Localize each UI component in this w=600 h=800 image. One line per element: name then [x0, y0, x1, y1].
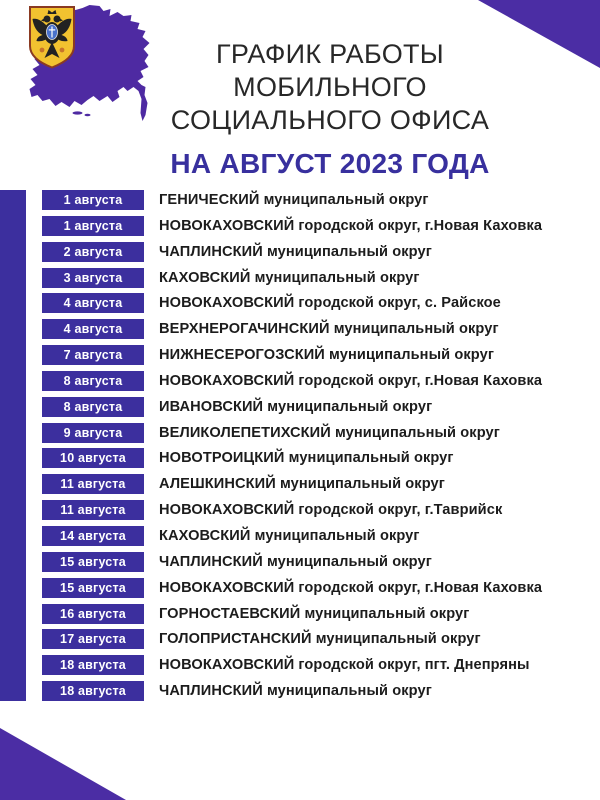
page-title-line-3: СОЦИАЛЬНОГО ОФИСА: [170, 105, 490, 135]
location-label: НИЖНЕСЕРОГОЗСКИЙ муниципальный округ: [159, 347, 495, 364]
date-badge: 11 августа: [42, 500, 144, 520]
date-badge: 8 августа: [42, 397, 144, 417]
date-badge: 8 августа: [42, 371, 144, 391]
date-badge: 1 августа: [42, 216, 144, 236]
location-label: НОВОКАХОВСКИЙ городской округ, г.Новая Каховка: [159, 579, 543, 596]
date-badge: 16 августа: [42, 604, 144, 624]
island-dot: [85, 114, 91, 116]
eagle-left-head: [44, 16, 51, 23]
schedule-row: [0, 500, 600, 520]
schedule-row: [0, 190, 600, 210]
date-badge: 10 августа: [42, 448, 144, 468]
schedule-row: [0, 371, 600, 391]
schedule-row: [0, 552, 600, 572]
location-label: ЧАПЛИНСКИЙ муниципальный округ: [159, 683, 432, 700]
date-badge: 15 августа: [42, 552, 144, 572]
schedule-row: [0, 526, 600, 546]
location-label: АЛЕШКИНСКИЙ муниципальный округ: [159, 476, 445, 493]
location-label: ЧАПЛИНСКИЙ муниципальный округ: [159, 243, 432, 260]
date-badge: 14 августа: [42, 526, 144, 546]
location-label: НОВОКАХОВСКИЙ городской округ, с. Райское: [159, 295, 501, 312]
cross-horizontal: [49, 29, 55, 30]
date-badge: 11 августа: [42, 474, 144, 494]
coat-of-arms-icon: [30, 7, 74, 68]
schedule-row: [0, 629, 600, 649]
date-badge: 4 августа: [42, 319, 144, 339]
date-badge: 17 августа: [42, 629, 144, 649]
location-label: ГЕНИЧЕСКИЙ муниципальный округ: [159, 192, 429, 208]
page-title-line-2: МОБИЛЬНОГО: [233, 72, 427, 102]
schedule-row: [0, 448, 600, 468]
location-label: КАХОВСКИЙ муниципальный округ: [159, 527, 420, 544]
location-label: ИВАНОВСКИЙ муниципальный округ: [159, 398, 433, 415]
location-label: ВЕЛИКОЛЕПЕТИХСКИЙ муниципальный округ: [159, 424, 500, 441]
date-badge: 15 августа: [42, 578, 144, 598]
date-badge: 1 августа: [42, 190, 144, 210]
corner-triangle-bottom-left-icon: [0, 728, 126, 800]
date-badge: 18 августа: [42, 681, 144, 701]
schedule-row: [0, 578, 600, 598]
schedule-list: [0, 190, 600, 707]
schedule-row: [0, 474, 600, 494]
schedule-row: [0, 216, 600, 236]
location-label: НОВОКАХОВСКИЙ городской округ, г.Новая Каховка: [159, 217, 543, 234]
date-badge: 9 августа: [42, 423, 144, 443]
location-label: КАХОВСКИЙ муниципальный округ: [159, 269, 420, 286]
location-label: НОВОКАХОВСКИЙ городской округ, пгт. Днепряны: [159, 657, 530, 674]
schedule-row: [0, 423, 600, 443]
schedule-row: [0, 319, 600, 339]
location-label: НОВОКАХОВСКИЙ городской округ, г.Таврийск: [159, 502, 503, 519]
poster-header: [110, 38, 550, 180]
date-badge: 2 августа: [42, 242, 144, 262]
eagle-claw: [60, 48, 65, 53]
location-label: НОВОКАХОВСКИЙ городской округ, г.Новая Каховка: [159, 372, 543, 389]
schedule-row: [0, 242, 600, 262]
schedule-row: [0, 293, 600, 313]
schedule-row: [0, 268, 600, 288]
schedule-row: [0, 345, 600, 365]
location-label: ГОЛОПРИСТАНСКИЙ муниципальный округ: [159, 631, 481, 648]
cross-vertical: [51, 27, 52, 38]
date-badge: 4 августа: [42, 293, 144, 313]
location-label: ЧАПЛИНСКИЙ муниципальный округ: [159, 553, 432, 570]
eagle-right-head: [54, 16, 61, 23]
date-badge: 3 августа: [42, 268, 144, 288]
location-label: ВЕРХНЕРОГАЧИНСКИЙ муниципальный округ: [159, 321, 499, 338]
eagle-claw: [40, 48, 45, 53]
date-badge: 18 августа: [42, 655, 144, 675]
island-dot: [73, 111, 83, 114]
poster-subtitle: НА АВГУСТ 2023 ГОДА: [170, 148, 490, 179]
schedule-row: [0, 655, 600, 675]
schedule-row: [0, 681, 600, 701]
schedule-row: [0, 604, 600, 624]
date-badge: 7 августа: [42, 345, 144, 365]
schedule-row: [0, 397, 600, 417]
location-label: НОВОТРОИЦКИЙ муниципальный округ: [159, 450, 454, 467]
page-title-line-1: ГРАФИК РАБОТЫ: [215, 39, 445, 69]
location-label: ГОРНОСТАЕВСКИЙ муниципальный округ: [159, 605, 470, 622]
